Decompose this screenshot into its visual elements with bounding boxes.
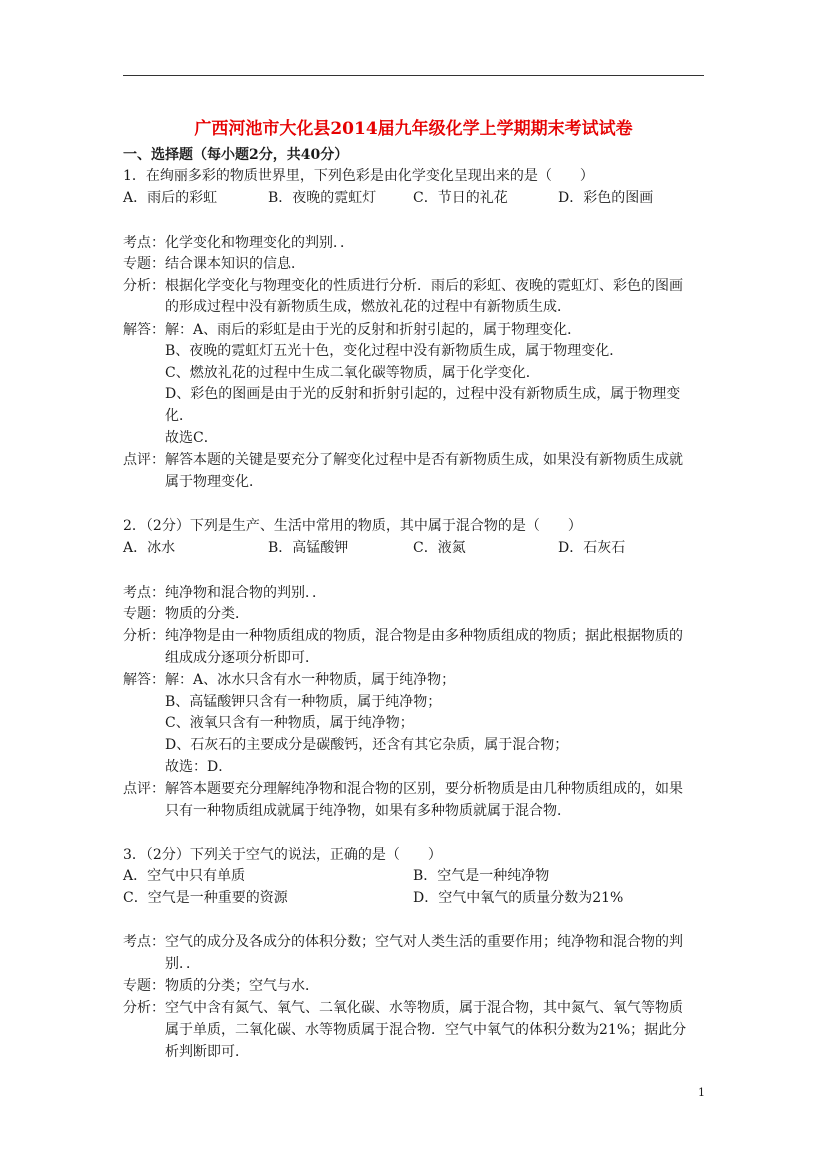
q3-option-a: A．空气中只有单质	[123, 868, 246, 884]
q1-jieda-line3: C、燃放礼花的过程中生成二氧化碳等物质，属于化学变化．	[165, 365, 540, 381]
section-heading: 一、选择题（每小题2分，共40分）	[123, 147, 349, 163]
q1-jieda-line5: 化．	[165, 408, 193, 424]
q2-jieda-line3: C、液氧只含有一种物质，属于纯净物；	[165, 715, 414, 731]
q1-jieda-line2: B、夜晚的霓虹灯五光十色，变化过程中没有新物质生成，属于物理变化．	[165, 343, 624, 359]
q3-option-b: B．空气是一种纯净物	[413, 868, 550, 884]
q1-option-d: D．彩色的图画	[558, 190, 654, 206]
q3-option-c: C．空气是一种重要的资源	[123, 890, 288, 906]
q2-option-a: A．冰水	[123, 540, 176, 556]
q1-stem: 1．在绚丽多彩的物质世界里，下列色彩是由化学变化呈现出来的是（ ）	[123, 168, 594, 184]
q1-option-c: C．节日的礼花	[413, 190, 508, 206]
q2-jieda-line1: 解答：解：A、冰水只含有水一种物质，属于纯净物；	[123, 672, 456, 688]
q3-fenxi-line1: 分析：空气中含有氮气、氧气、二氧化碳、水等物质，属于混合物，其中氮气、氧气等物质	[123, 1000, 683, 1016]
q1-jieda-line4: D、彩色的图画是由于光的反射和折射引起的，过程中没有新物质生成，属于物理变	[165, 386, 681, 402]
q1-dianping-line1: 点评：解答本题的关键是要充分了解变化过程中是否有新物质生成，如果没有新物质生成就	[123, 452, 683, 468]
q1-option-a: A．雨后的彩虹	[123, 190, 218, 206]
q1-kaodian: 考点：化学变化和物理变化的判别．．	[123, 235, 354, 251]
q2-kaodian: 考点：纯净物和混合物的判别．．	[123, 585, 326, 601]
q1-jieda-line6: 故选C．	[165, 430, 218, 446]
q2-option-b: B．高锰酸钾	[268, 540, 349, 556]
q3-option-d: D．空气中氧气的质量分数为21%	[413, 890, 624, 906]
q3-stem: 3．（2分）下列关于空气的说法，正确的是（ ）	[123, 847, 442, 863]
q2-option-c: C．液氮	[413, 540, 466, 556]
q3-zhuanti: 专题：物质的分类；空气与水．	[123, 978, 319, 994]
q1-jieda-line1: 解答：解：A、雨后的彩虹是由于光的反射和折射引起的，属于物理变化．	[123, 322, 582, 338]
q2-fenxi-line2: 组成成分逐项分析即可．	[165, 650, 319, 666]
q3-kaodian-line1: 考点：空气的成分及各成分的体积分数；空气对人类生活的重要作用；纯净物和混合物的判	[123, 934, 683, 950]
q1-zhuanti: 专题：结合课本知识的信息．	[123, 256, 305, 272]
q2-jieda-line2: B、高锰酸钾只含有一种物质，属于纯净物；	[165, 694, 442, 710]
q3-fenxi-line3: 析判断即可．	[165, 1044, 249, 1060]
q1-fenxi-line1: 分析：根据化学变化与物理变化的性质进行分析．雨后的彩虹、夜晚的霓虹灯、彩色的图画	[123, 278, 683, 294]
q2-fenxi-line1: 分析：纯净物是由一种物质组成的物质，混合物是由多种物质组成的物质；据此根据物质的	[123, 628, 683, 644]
page-number: 1	[698, 1086, 705, 1099]
q3-kaodian-line2: 别．．	[165, 956, 200, 972]
q1-dianping-line2: 属于物理变化．	[165, 474, 263, 490]
q2-dianping-line2: 只有一种物质组成就属于纯净物，如果有多种物质就属于混合物．	[165, 803, 571, 819]
q1-fenxi-line2: 的形成过程中没有新物质生成，燃放礼花的过程中有新物质生成．	[165, 299, 571, 315]
q2-stem: 2．（2分）下列是生产、生活中常用的物质，其中属于混合物的是（ ）	[123, 518, 582, 534]
q2-dianping-line1: 点评：解答本题要充分理解纯净物和混合物的区别，要分析物质是由几种物质组成的，如果	[123, 781, 683, 797]
q3-fenxi-line2: 属于单质，二氧化碳、水等物质属于混合物．空气中氧气的体积分数为21%；据此分	[165, 1022, 687, 1038]
q1-option-b: B．夜晚的霓虹灯	[268, 190, 377, 206]
header-rule	[123, 75, 704, 76]
q2-zhuanti: 专题：物质的分类．	[123, 606, 249, 622]
q2-jieda-line4: D、石灰石的主要成分是碳酸钙，还含有其它杂质，属于混合物；	[165, 737, 569, 753]
page-title: 广西河池市大化县2014届九年级化学上学期期末考试试卷	[194, 119, 633, 139]
q2-option-d: D．石灰石	[558, 540, 626, 556]
q2-jieda-line5: 故选：D．	[165, 759, 233, 775]
